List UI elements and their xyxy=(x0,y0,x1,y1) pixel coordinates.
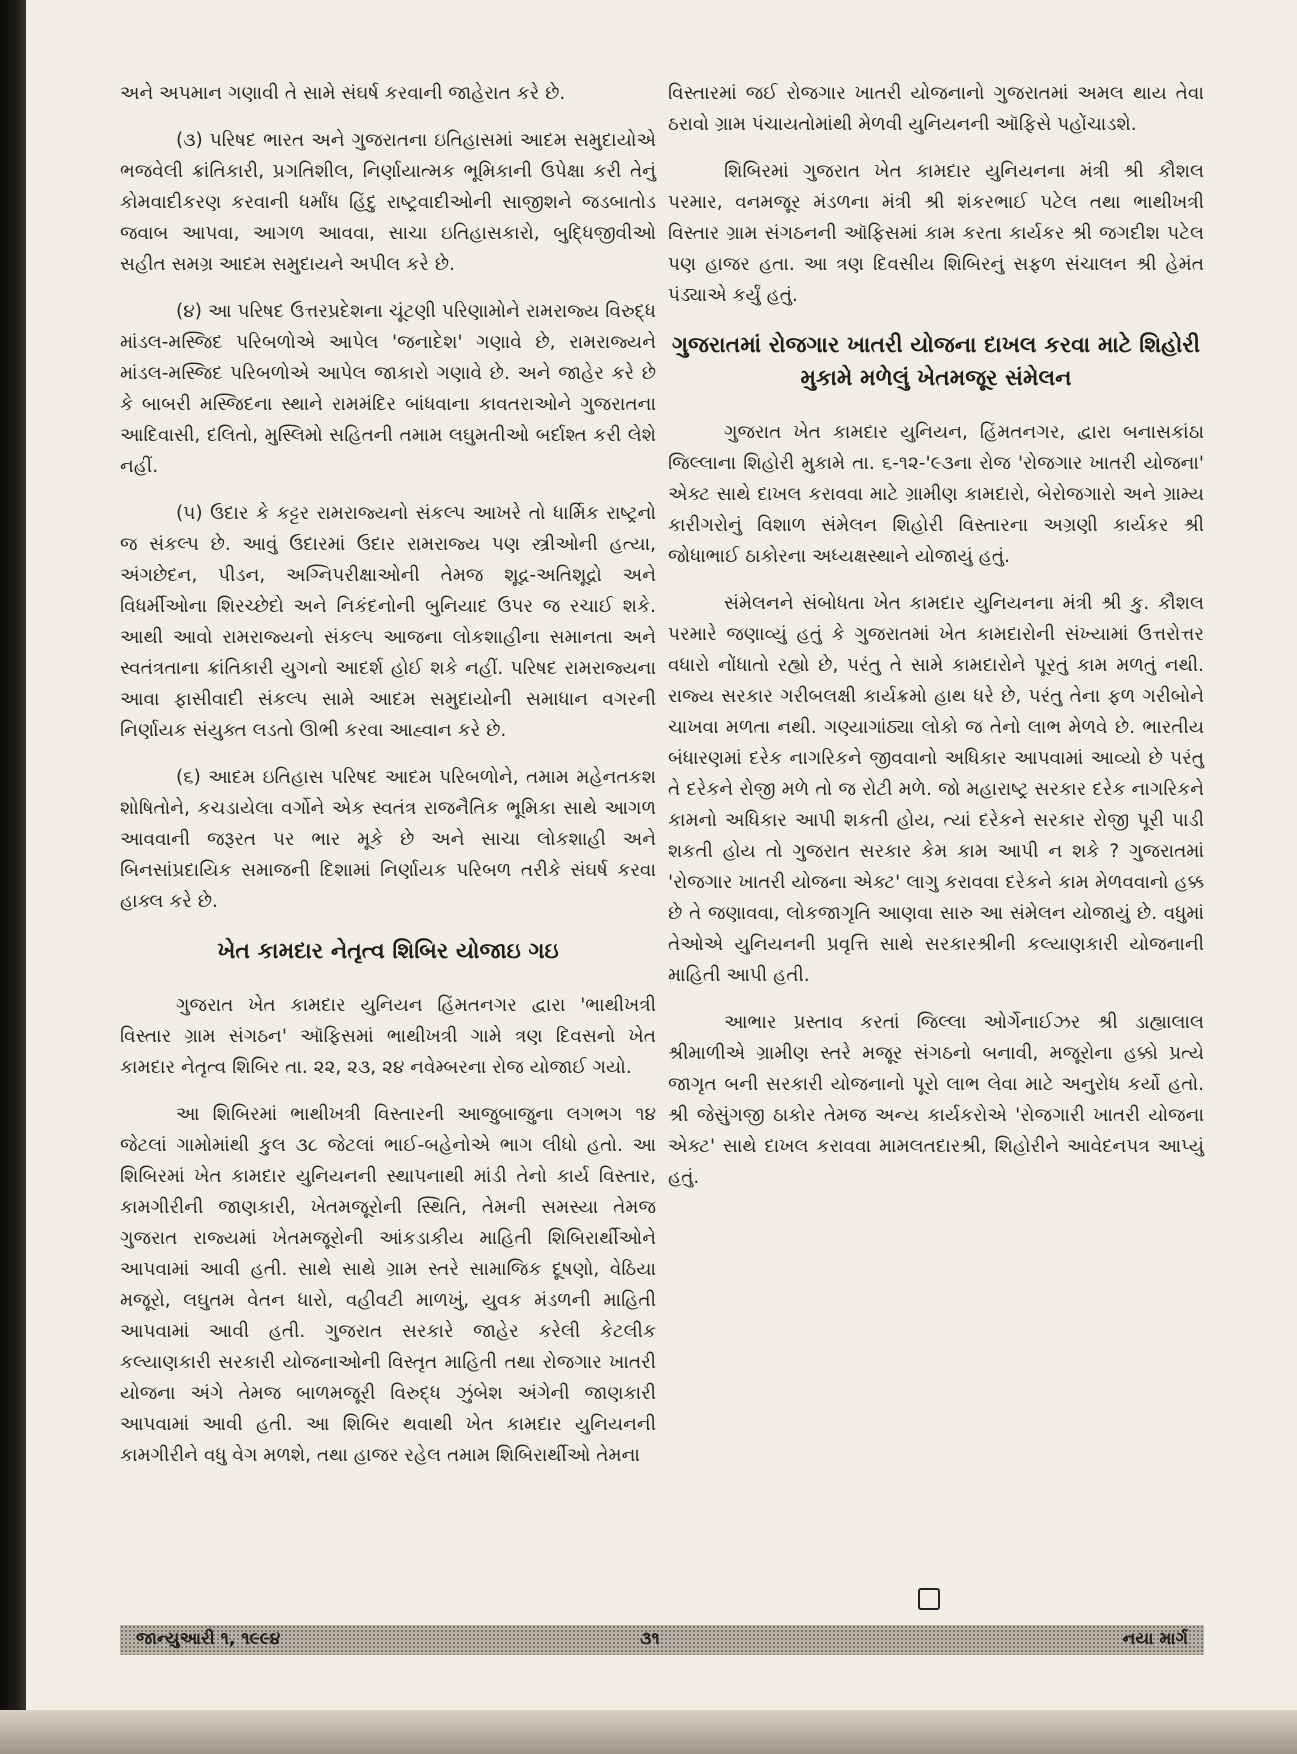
paragraph: (૩) પરિષદ ભારત અને ગુજરાતના ઇતિહાસમાં આદમ સમુદાયોએ ભજવેલી ક્રાંતિકારી, પ્રગતિશીલ, નિર્ણાયાત્મક ભૂમિકાની ઉપેક્ષા કરી તેનું કોમવાદીકરણ કરવાની ધર્માંધ હિંદુ રાષ્ટ્રવાદીઓની સાજીશને જડબાતોડ જવાબ આપવા, આગળ આવવા, સાચા ઇતિહાસકારો, બુદ્ધિજીવીઓ સહીત સમગ્ર આદમ સમુદાયને અપીલ કરે છે. xyxy=(120,130,656,275)
section-heading: ખેત કામદાર નેતૃત્વ શિબિર યોજાઇ ગઇ xyxy=(217,939,559,964)
paragraph: (૫) ઉદાર કે કટ્ટર રામરાજ્યનો સંકલ્પ આખરે તો ધાર્મિક રાષ્ટ્રનો જ સંકલ્પ છે. આવું ઉદારમાં ઉદાર રામરાજ્ય પણ સ્ત્રીઓની હત્યા, અંગછેદન, પીડન, અગ્નિપરીક્ષાઓની તેમજ શૂદ્ર-અતિશૂદ્રો અને વિધર્મીઓના શિરચ્છેદો અને નિકંદનોની બુનિયાદ ઉપર જ રચાઈ શકે. આથી આવો રામરાજ્યનો સંકલ્પ આજના લોકશાહીના સમાનતા અને સ્વતંત્રતાના ક્રાંતિકારી યુગનો આદર્શ હોઈ શકે નહીં. પરિષદ રામરાજ્યના આવા ફાસીવાદી સંકલ્પ સામે આદમ સમુદાયોની સમાધાન વગરની નિર્ણાયક સંયુક્ત લડતો ઊભી કરવા આહ્વાન કરે છે. xyxy=(120,503,656,741)
paragraph: વિસ્તારમાં જઈ રોજગાર ખાતરી યોજનાનો ગુજરાતમાં અમલ થાય તેવા ઠરાવો ગ્રામ પંચાયતોમાંથી મેળવી યુનિયનની ઑફિસે પહોંચાડશે. xyxy=(668,83,1204,135)
paragraph: આભાર પ્રસ્તાવ કરતાં જિલ્લા ઓર્ગેનાઈઝર શ્રી ડાહ્યાલાલ શ્રીમાળીએ ગ્રામીણ સ્તરે મજૂર સંગઠનો બનાવી, મજૂરોના હક્કો પ્રત્યે જાગૃત બની સરકારી યોજનાનો પૂરો લાભ લેવા માટે અનુરોધ કર્યો હતો. શ્રી જેસુંગજી ઠાકોર તેમજ અન્ય કાર્યકરોએ 'રોજગારી ખાતરી યોજના એક્ટ' સાથે દાખલ કરાવવા મામલતદારશ્રી, શિહોરીને આવેદનપત્ર આપ્યું હતું. xyxy=(668,1012,1204,1188)
paragraph: આ શિબિરમાં ભાથીખત્રી વિસ્તારની આજુબાજુના લગભગ ૧૪ જેટલાં ગામોમાંથી કુલ ૩૮ જેટલાં ભાઈ-બહેનોએ ભાગ લીધો હતો. આ શિબિરમાં ખેત કામદાર યુનિયનની સ્થાપનાથી માંડી તેનો કાર્ય વિસ્તાર, કામગીરીની જાણકારી, ખેતમજૂરોની સ્થિતિ, તેમની સમસ્યા તેમજ ગુજરાત રાજ્યમાં ખેતમજૂરોની આંકડાકીય માહિતી શિબિરાર્થીઓને આપવામાં આવી હતી. સાથે સાથે ગ્રામ સ્તરે સામાજિક દૂષણો, વેઠિયા મજૂરો, લઘુતમ વેતન ધારો, વહીવટી માળખું, યુવક મંડળની માહિતી આપવામાં આવી હતી. ગુજરાત સરકારે જાહેર કરેલી કેટલીક કલ્યાણકારી સરકારી યોજનાઓની વિસ્તૃત માહિતી તથા રોજગાર ખાતરી યોજના અંગે તેમજ બાળમજૂરી વિરુદ્ધ ઝુંબેશ અંગેની જાણકારી આપવામાં આવી હતી. આ શિબિર થવાથી ખેત કામદાર યુનિયનની કામગીરીને વધુ વેગ મળશે, તથા હાજર રહેલ તમામ શિબિરાર્થીઓ તેમના xyxy=(120,1104,656,1466)
end-of-article-square-icon xyxy=(918,1588,940,1610)
paragraph: (૬) આદમ ઇતિહાસ પરિષદ આદમ પરિબળોને, તમામ મહેનતકશ શોષિતોને, કચડાયેલા વર્ગોને એક સ્વતંત્ર રાજનૈતિક ભૂમિકા સાથે આગળ આવવાની જરૂરત પર ભાર મૂકે છે અને સાચા લોકશાહી અને બિનસાંપ્રદાયિક સમાજની દિશામાં નિર્ણાયક પરિબળ તરીકે સંઘર્ષ કરવા હાક્લ કરે છે. xyxy=(120,767,656,912)
page-number: ૩૧ xyxy=(640,1629,660,1649)
footer-date: જાન્યુઆરી ૧, ૧૯૯૪ xyxy=(136,1629,281,1649)
paragraph: સંમેલનને સંબોધતા ખેત કામદાર યુનિયનના મંત્રી શ્રી કુ. કૌશલ પરમારે જણાવ્યું હતું કે ગુજરાતમાં ખેત કામદારોની સંખ્યામાં ઉત્તરોત્તર વધારો નોંધાતો રહ્યો છે, પરંતુ તે સામે કામદારોને પૂરતું કામ મળતું નથી. રાજ્ય સરકાર ગરીબલક્ષી કાર્યક્રમો હાથ ધરે છે, પરંતુ તેના ફળ ગરીબોને ચાખવા મળતા નથી. ગણ્યાગાંઠ્યા લોકો જ તેનો લાભ મેળવે છે. ભારતીય બંધારણમાં દરેક નાગરિકને જીવવાનો અધિકાર આપવામાં આવ્યો છે પરંતુ તે દરેકને રોજી મળે તો જ રોટી મળે. જો મહારાષ્ટ્ર સરકાર દરેક નાગરિકને કામનો અધિકાર આપી શકતી હોય, ત્યાં દરેકને સરકાર રોજી પૂરી પાડી શકતી હોય તો ગુજરાત સરકાર કેમ કામ આપી ન શકે ? ગુજરાતમાં 'રોજગાર ખાતરી યોજના એક્ટ' લાગુ કરાવવા દરેકને કામ મેળવવાનો હક્ક છે તે જણાવવા, લોકજાગૃતિ આણવા સારુ આ સંમેલન યોજાયું છે. વધુમાં તેઓએ યુનિયનની પ્રવૃત્તિ સાથે સરકારશ્રીની કલ્યાણકારી યોજનાની માહિતી આપી હતી. xyxy=(668,593,1204,986)
scan-left-edge xyxy=(0,0,26,1754)
right-column xyxy=(668,78,1204,1209)
page-footer xyxy=(120,1625,1204,1655)
left-column xyxy=(120,78,656,1487)
paragraph: ગુજરાત ખેત કામદાર યુનિયન હિંમતનગર દ્વારા 'ભાથીખત્રી વિસ્તાર ગ્રામ સંગઠન' ઑફિસમાં ભાથીખત્રી ગામે ત્રણ દિવસનો ખેત કામદાર નેતૃત્વ શિબિર તા. ૨૨, ૨૩, ૨૪ નવેમ્બરના રોજ યોજાઈ ગયો. xyxy=(120,995,656,1078)
magazine-name: નયા માર્ગ xyxy=(1122,1629,1188,1649)
paragraph: ગુજરાત ખેત કામદાર યુનિયન, હિંમતનગર, દ્વારા બનાસકાંઠા જિલ્લાના શિહોરી મુકામે તા. ૬-૧૨-'૯૩ના રોજ 'રોજગાર ખાતરી યોજના' એક્ટ સાથે દાખલ કરાવવા માટે ગ્રામીણ કામદારો, બેરોજગારો અને ગ્રામ્ય કારીગરોનું વિશાળ સંમેલન શિહોરી વિસ્તારના અગ્રણી કાર્યકર શ્રી જોધાભાઈ ઠાકોરના અધ્યક્ષસ્થાને યોજાયું હતું. xyxy=(668,422,1204,567)
paragraph: અને અપમાન ગણાવી તે સામે સંઘર્ષ કરવાની જાહેરાત કરે છે. xyxy=(120,83,566,104)
section-heading: ગુજરાતમાં રોજગાર ખાતરી યોજના દાખલ કરવા માટે શિહોરી મુકામે મળેલું ખેતમજૂર સંમેલન xyxy=(672,333,1200,391)
paragraph: શિબિરમાં ગુજરાત ખેત કામદાર યુનિયનના મંત્રી શ્રી કૌશલ પરમાર, વનમજૂર મંડળના મંત્રી શ્રી શંકરભાઈ પટેલ તથા ભાથીખત્રી વિસ્તાર ગ્રામ સંગઠનની ઑફિસમાં કામ કરતા કાર્યકર શ્રી જગદીશ પટેલ પણ હાજર હતા. આ ત્રણ દિવસીય શિબિરનું સફળ સંચાલન શ્રી હેમંત પંડ્યાએ કર્યું હતું. xyxy=(668,161,1204,306)
paragraph: (૪) આ પરિષદ ઉત્તરપ્રદેશના ચૂંટણી પરિણામોને રામરાજ્ય વિરુદ્ધ માંડલ-મસ્જિદ પરિબળોએ આપેલ 'જનાદેશ' ગણાવે છે, રામરાજ્યને માંડલ-મસ્જિદ પરિબળોએ આપેલ જાકારો ગણાવે છે. અને જાહેર કરે છે કે બાબરી મસ્જિદના સ્થાને રામમંદિર બાંધવાના કાવતરાઓને ગુજરાતના આદિવાસી, દલિતો, મુસ્લિમો સહિતની તમામ લઘુમતીઓ બર્દાશ્ત કરી લેશે નહીં. xyxy=(120,301,656,477)
scan-bottom-edge xyxy=(0,1710,1297,1754)
